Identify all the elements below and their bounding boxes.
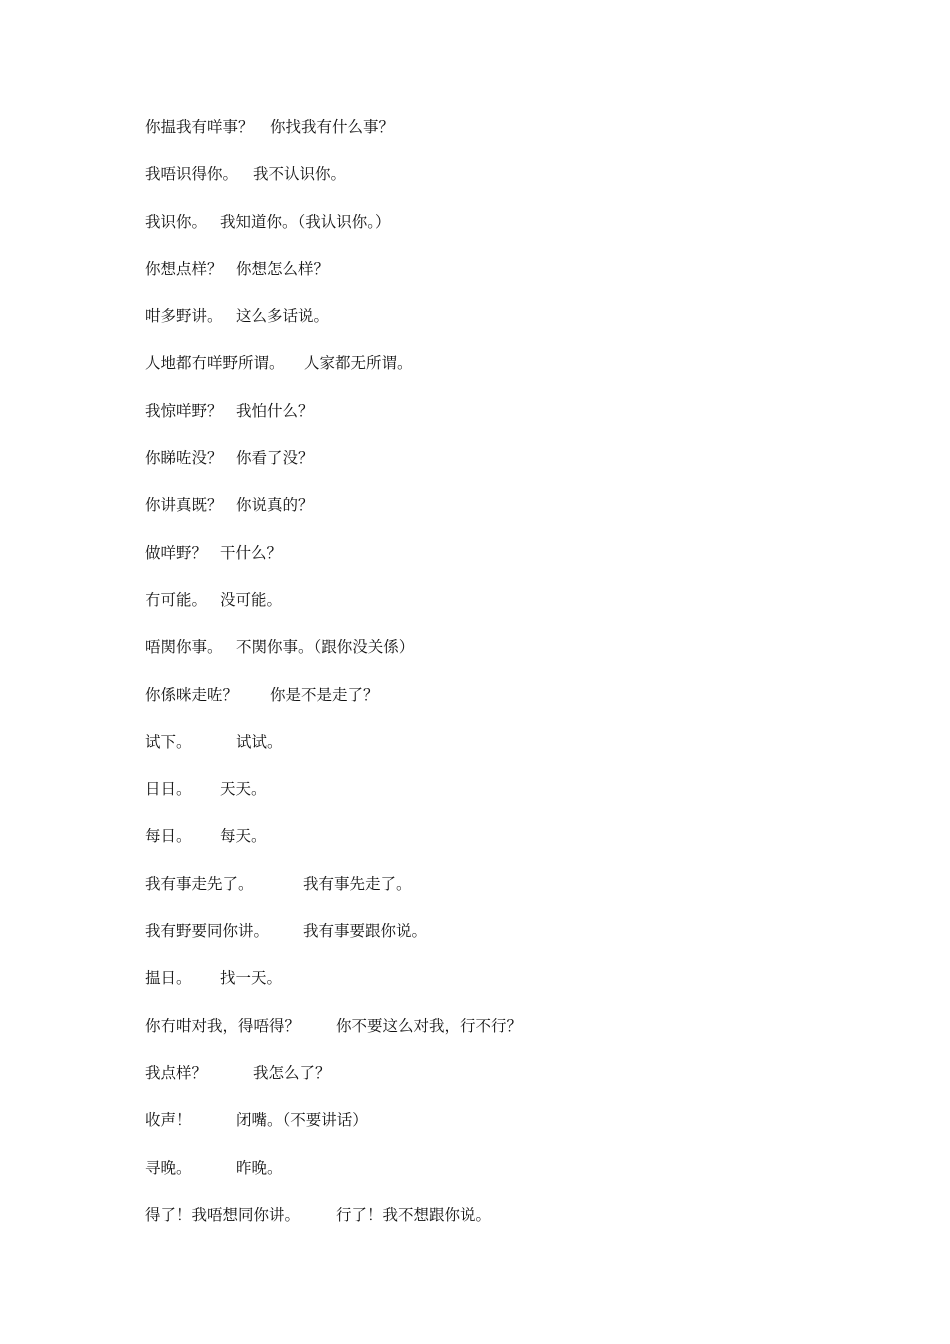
mandarin-translation: 我有事要跟你说。: [303, 922, 428, 941]
mandarin-translation: 行了！我不想跟你说。: [336, 1205, 492, 1224]
cantonese-phrase: 冇可能。: [145, 590, 208, 609]
cantonese-phrase: 寻晚。: [145, 1158, 192, 1177]
cantonese-phrase: 我识你。: [145, 212, 208, 231]
mandarin-translation: 你不要这么对我，行不行？: [336, 1016, 523, 1035]
mandarin-translation: 你看了没？: [236, 449, 314, 468]
mandarin-translation: 不関你事。（跟你没关係）: [236, 638, 415, 657]
cantonese-phrase: 我点样？: [145, 1063, 208, 1082]
cantonese-phrase: 揾日。: [145, 969, 192, 988]
cantonese-phrase: 你係咪走咗？: [145, 685, 239, 704]
cantonese-phrase: 试下。: [145, 732, 192, 751]
cantonese-phrase: 我有事走先了。: [145, 874, 254, 893]
mandarin-translation: 试试。: [236, 732, 283, 751]
phrase-row: [145, 444, 314, 491]
mandarin-translation: 我怎么了？: [253, 1063, 331, 1082]
cantonese-phrase: 你冇咁对我，得唔得？: [145, 1016, 301, 1035]
phrase-row: [145, 633, 415, 680]
phrase-row: [145, 397, 314, 444]
phrase-row: [145, 964, 300, 1011]
phrase-row: [145, 1059, 331, 1106]
phrase-row: [145, 1201, 492, 1248]
phrase-row: [145, 917, 428, 964]
cantonese-phrase: 你揾我有咩事？: [145, 118, 254, 136]
phrase-list: [145, 113, 523, 1248]
cantonese-phrase: 每日。: [145, 827, 192, 846]
mandarin-translation: 昨晚。: [236, 1158, 283, 1177]
phrase-row: [145, 1154, 300, 1201]
mandarin-translation: 你是不是走了？: [270, 685, 379, 704]
phrase-row: [145, 539, 300, 586]
phrase-row: [145, 1012, 523, 1059]
phrase-row: [145, 681, 379, 728]
cantonese-phrase: 日日。: [145, 780, 192, 799]
mandarin-translation: 你找我有什么事？: [270, 118, 395, 136]
mandarin-translation: 我知道你。（我认识你。）: [220, 212, 391, 231]
phrase-row: [145, 255, 330, 302]
cantonese-phrase: 你讲真既？: [145, 496, 223, 515]
mandarin-translation: 天天。: [220, 780, 267, 799]
mandarin-translation: 我有事先走了。: [303, 874, 412, 893]
mandarin-translation: 人家都无所谓。: [304, 354, 413, 373]
mandarin-translation: 找一天。: [220, 969, 283, 988]
mandarin-translation: 闭嘴。（不要讲话）: [236, 1111, 368, 1130]
cantonese-phrase: 你想点样？: [145, 259, 223, 278]
phrase-row: [145, 775, 300, 822]
mandarin-translation: 每天。: [220, 827, 267, 846]
cantonese-phrase: 唔関你事。: [145, 638, 223, 657]
cantonese-phrase: 我惊咩野？: [145, 401, 223, 420]
phrase-row: [145, 491, 314, 538]
phrase-row: [145, 349, 413, 396]
phrase-row: [145, 870, 412, 917]
cantonese-phrase: 咁多野讲。: [145, 307, 223, 326]
mandarin-translation: 我怕什么？: [236, 401, 314, 420]
mandarin-translation: 这么多话说。: [236, 307, 330, 326]
mandarin-translation: 没可能。: [220, 590, 283, 609]
phrase-row: [145, 302, 330, 349]
cantonese-phrase: 收声！: [145, 1111, 192, 1130]
cantonese-phrase: 我有野要同你讲。: [145, 922, 270, 941]
cantonese-phrase: 我唔识得你。: [145, 165, 239, 184]
phrase-row: [145, 208, 391, 255]
phrase-row: [145, 586, 300, 633]
phrase-row: [145, 113, 395, 160]
cantonese-phrase: 做咩野？: [145, 543, 208, 562]
mandarin-translation: 你说真的？: [236, 496, 314, 515]
cantonese-phrase: 你睇咗没？: [145, 449, 223, 468]
phrase-row: [145, 160, 347, 207]
mandarin-translation: 我不认识你。: [253, 165, 347, 184]
phrase-row: [145, 728, 300, 775]
phrase-row: [145, 1106, 368, 1153]
cantonese-phrase: 得了！我唔想同你讲。: [145, 1205, 301, 1224]
mandarin-translation: 你想怎么样？: [236, 259, 330, 278]
mandarin-translation: 干什么？: [220, 543, 283, 562]
cantonese-phrase: 人地都冇咩野所谓。: [145, 354, 285, 373]
phrase-row: [145, 822, 300, 869]
